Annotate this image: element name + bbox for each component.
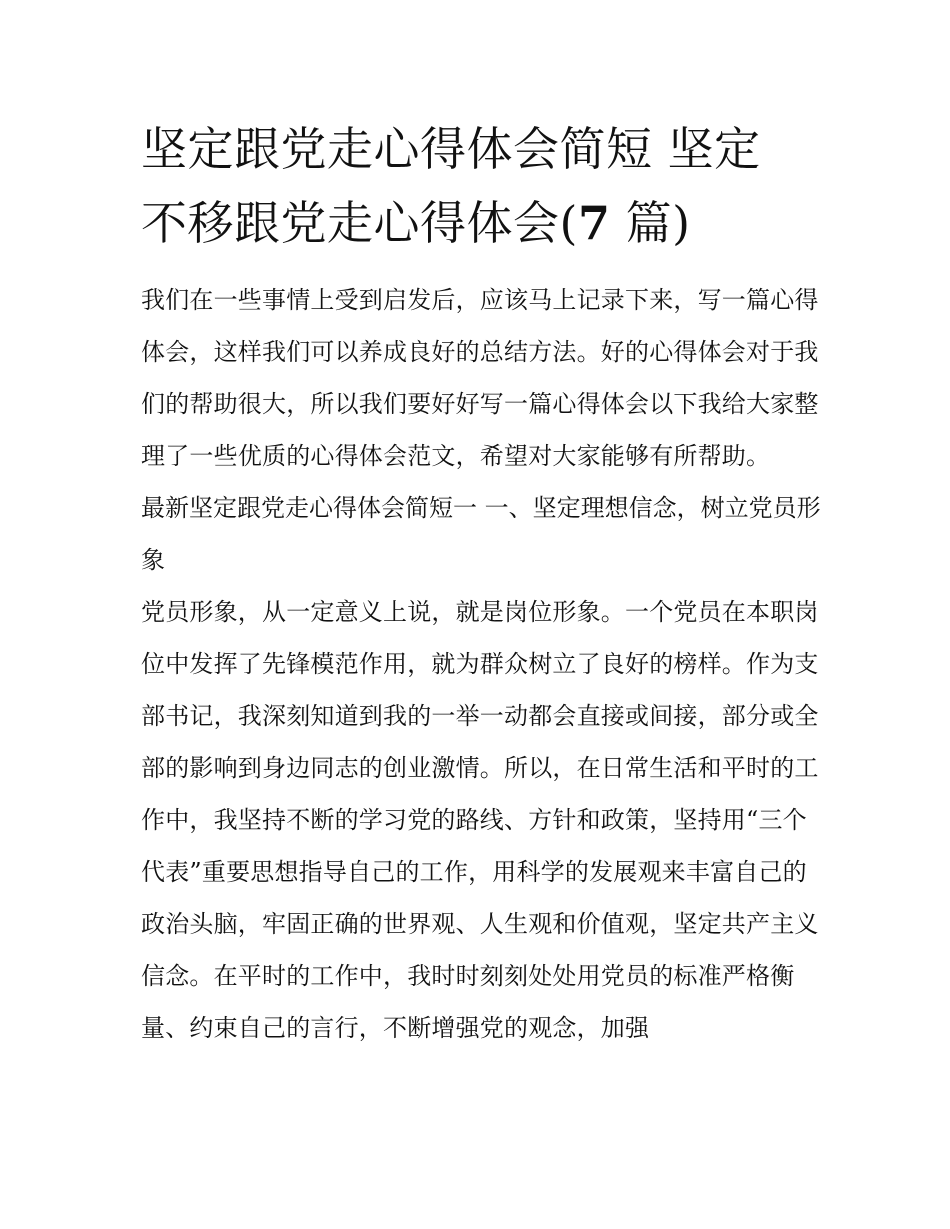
title-line-2-prefix: 不移跟党走心得体会( <box>141 196 578 250</box>
document-page <box>141 112 821 1054</box>
body-paragraph: 党员形象，从一定意义上说，就是岗位形象。一个党员在本职岗位中发挥了先锋模范作用，就为群众树立了良好的榜样。作为支部书记，我深刻知道到我的一举一动都会直接或间接，部分或全部的影响到身边同志的创业激情。所以，在日常生活和平时的工作中，我坚持不断的学习党的路线、方针和政策，坚持用“三个代表”重要思想指导自己的工作，用科学的发展观来丰富自己的政治头脑，牢固正确的世界观、人生观和价值观，坚定共产主义信念。在平时的工作中，我时时刻刻处处用党员的标准严格衡量、约束自己的言行，不断增强党的观念，加强 <box>141 598 819 1042</box>
title-line-1: 坚定跟党走心得体会简短 坚定 <box>141 122 761 176</box>
title-count: 7 <box>577 196 611 250</box>
title-line-2-suffix: 篇) <box>610 196 691 250</box>
document-title <box>141 112 821 260</box>
intro-paragraph: 我们在一些事情上受到启发后，应该马上记录下来，写一篇心得体会，这样我们可以养成良好的总结方法。好的心得体会对于我们的帮助很大，所以我们要好好写一篇心得体会以下我给大家整理了一些优质的心得体会范文，希望对大家能够有所帮助。 <box>141 286 819 470</box>
section-heading: 最新坚定跟党走心得体会简短一 一、坚定理想信念，树立党员形象 <box>141 494 821 574</box>
